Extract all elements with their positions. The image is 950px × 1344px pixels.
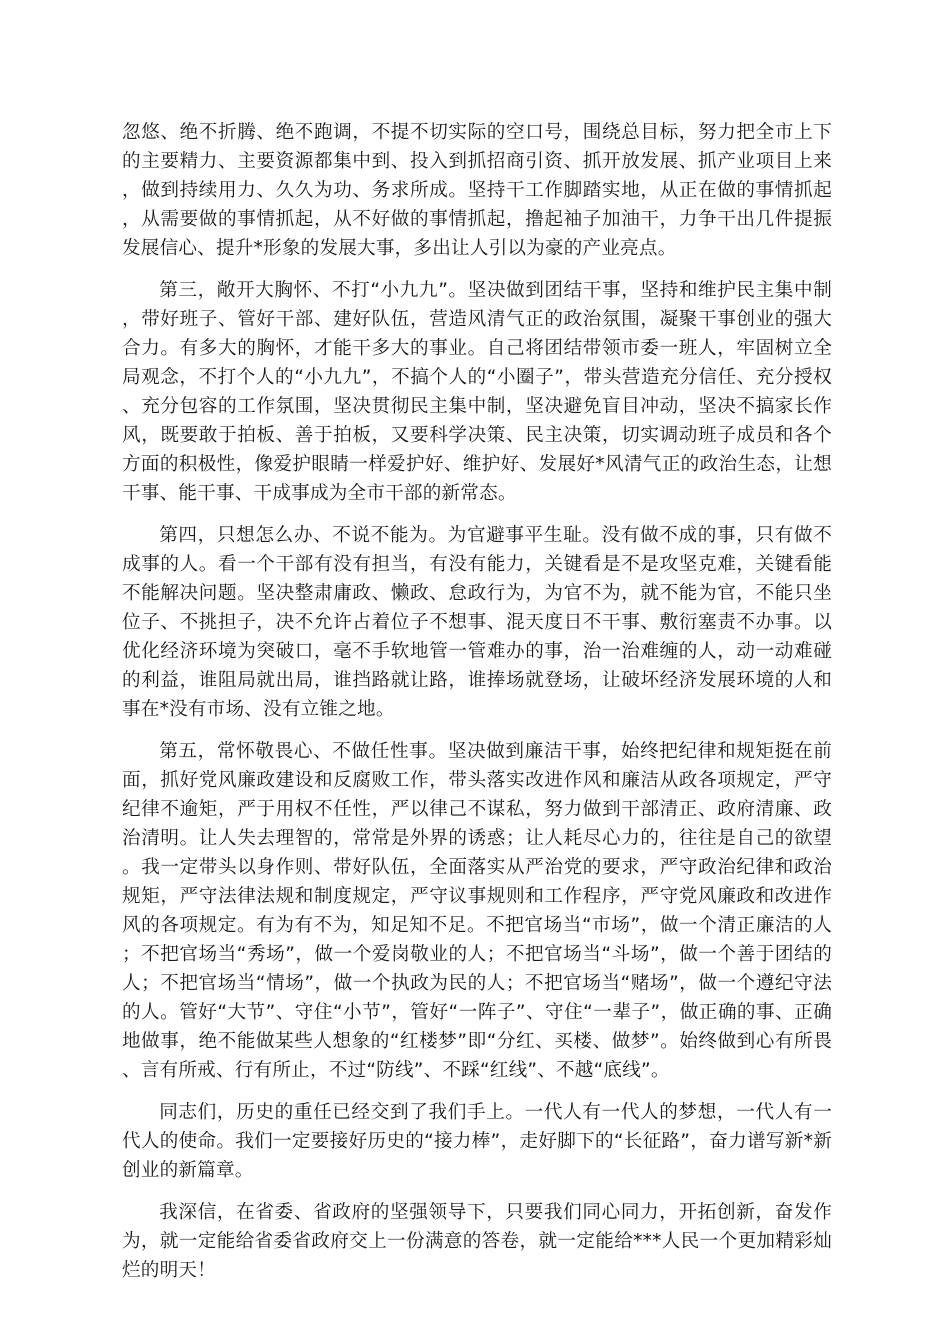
paragraph-fourth-point: 第四，只想怎么办、不说不能为。为官避事平生耻。没有做不成的事，只有做不成事的人。看一个干部有没有担当，有没有能力，关键看是不是攻坚克难，关键看能不能解决问题。坚决整肃庸政、懒政、怠政行为，为官不为，就不能为官，不能只坐位子、不挑担子，决不允许占着位子不想事、混天度日不干事、敷衍塞责不办事。以优化经济环境为突破口，毫不手软地管一管难办的事，治一治难缠的人，动一动难碰的利益，谁阻局就出局，谁挡路就让路，谁捧场就登场，让破坏经济发展环境的人和事在*没有市场、没有立锥之地。: [122, 525, 832, 720]
paragraph-closing: 我深信，在省委、省政府的坚强领导下，只要我们同心同力，开拓创新，奋发作为，就一定能给省委省政府交上一份满意的答卷，就一定能给***人民一个更加精彩灿烂的明天！: [122, 1202, 832, 1281]
paragraph-fifth-point: 第五，常怀敬畏心、不做任性事。坚决做到廉洁干事，始终把纪律和规矩挺在前面，抓好党风廉政建设和反腐败工作，带头落实改进作风和廉洁从政各项规定，严守纪律不逾矩，严于用权不任性，严以律己不谋私，努力做到干部清正、政府清廉、政治清明。让人失去理智的，常常是外界的诱惑；让人耗尽心力的，往往是自己的欲望。我一定带头以身作则、带好队伍，全面落实从严治党的要求，严守政治纪律和政治规矩，严守法律法规和制度规定，严守议事规则和工作程序，严守党风廉政和改进作风的各项规定。有为有不为，知足知不足。不把官场当“市场”，做一个清正廉洁的人；不把官场当“秀场”，做一个爱岗敬业的人；不把官场当“斗场”，做一个善于团结的人；不把官场当“情场”，做一个执政为民的人；不把官场当“赌场”，做一个遵纪守法的人。管好“大节”、守住“小节”，管好“一阵子”、守住“一辈子”，做正确的事、正确地做事，绝不能做某些人想象的“红楼梦”即“分红、买楼、做梦”。始终做到心有所畏、言有所戒、行有所止，不过“防线”、不踩“红线”、不越“底线”。: [122, 741, 832, 1081]
paragraph-third-point: 第三，敞开大胸怀、不打“小九九”。坚决做到团结干事，坚持和维护民主集中制，带好班子、管好干部、建好队伍，营造风清气正的政治氛围，凝聚干事创业的强大合力。有多大的胸怀，才能干多大的事业。自己将团结带领市委一班人，牢固树立全局观念，不打个人的“小九九”，不搞个人的“小圈子”，带头营造充分信任、充分授权、充分包容的工作氛围，坚决贯彻民主集中制，坚决避免盲目冲动，坚决不搞家长作风，既要敢于拍板、善于拍板，又要科学决策、民主决策，切实调动班子成员和各个方面的积极性，像爱护眼睛一样爱护好、维护好、发展好*风清气正的政治生态，让想干事、能干事、干成事成为全市干部的新常态。: [122, 280, 832, 504]
document-body: [122, 118, 832, 1298]
paragraph-continuation: 忽悠、绝不折腾、绝不跑调，不提不切实际的空口号，围绕总目标，努力把全市上下的主要精力、主要资源都集中到、投入到抓招商引资、抓开放发展、抓产业项目上来，做到持续用力、久久为功、务求所成。坚持干工作脚踏实地，从正在做的事情抓起，从需要做的事情抓起，从不好做的事情抓起，撸起袖子加油干，力争干出几件提振发展信心、提升*形象的发展大事，多出让人引以为豪的产业亮点。: [122, 122, 832, 259]
paragraph-comrades: 同志们，历史的重任已经交到了我们手上。一代人有一代人的梦想，一代人有一代人的使命。我们一定要接好历史的“接力棒”，走好脚下的“长征路”，奋力谱写新*新创业的新篇章。: [122, 1102, 832, 1181]
